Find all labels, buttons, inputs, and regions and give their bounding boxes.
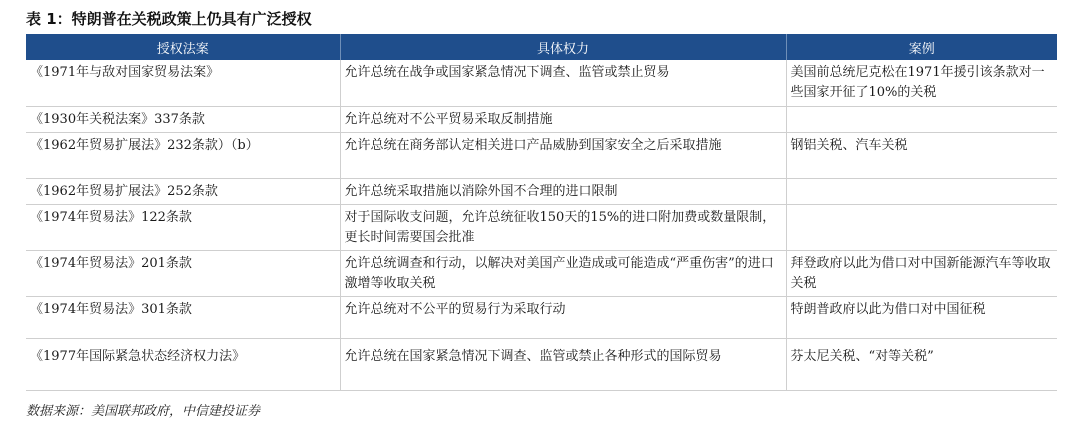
cell-case <box>786 178 1057 204</box>
table-header-row <box>26 34 1057 60</box>
cell-act: 《1962年贸易扩展法》232条款）（b） <box>26 132 340 178</box>
cell-case: 拜登政府以此为借口对中国新能源汽车等收取关税 <box>786 250 1057 296</box>
cell-power: 允许总统对不公平贸易采取反制措施 <box>340 106 786 132</box>
cell-case <box>786 204 1057 250</box>
cell-act: 《1974年贸易法》301条款 <box>26 296 340 338</box>
table-row <box>26 178 1057 204</box>
table-row <box>26 250 1057 296</box>
table-row <box>26 338 1057 390</box>
table-row <box>26 204 1057 250</box>
cell-power: 允许总统调查和行动，以解决对美国产业造成或可能造成“严重伤害”的进口激增等收取关税 <box>340 250 786 296</box>
cell-power: 允许总统在商务部认定相关进口产品威胁到国家安全之后采取措施 <box>340 132 786 178</box>
cell-case <box>786 106 1057 132</box>
cell-act: 《1974年贸易法》122条款 <box>26 204 340 250</box>
cell-case: 钢铝关税、汽车关税 <box>786 132 1057 178</box>
data-source-note: 数据来源：美国联邦政府，中信建投证券 <box>26 404 261 419</box>
cell-act: 《1930年关税法案》337条款 <box>26 106 340 132</box>
table-row <box>26 60 1057 106</box>
header-power: 具体权力 <box>340 34 786 60</box>
cell-act: 《1977年国际紧急状态经济权力法》 <box>26 338 340 390</box>
cell-case: 美国前总统尼克松在1971年援引该条款对一些国家开征了10%的关税 <box>786 60 1057 106</box>
table-row <box>26 296 1057 338</box>
cell-case: 芬太尼关税、“对等关税” <box>786 338 1057 390</box>
cell-case: 特朗普政府以此为借口对中国征税 <box>786 296 1057 338</box>
cell-power: 允许总统对不公平的贸易行为采取行动 <box>340 296 786 338</box>
table-title: 表 1：特朗普在关税政策上仍具有广泛授权 <box>26 10 312 28</box>
cell-act: 《1974年贸易法》201条款 <box>26 250 340 296</box>
cell-power: 对于国际收支问题，允许总统征收150天的15%的进口附加费或数量限制，更长时间需要国会批准 <box>340 204 786 250</box>
cell-act: 《1962年贸易扩展法》252条款 <box>26 178 340 204</box>
header-case: 案例 <box>786 34 1057 60</box>
cell-power: 允许总统采取措施以消除外国不合理的进口限制 <box>340 178 786 204</box>
table-row <box>26 132 1057 178</box>
cell-power: 允许总统在战争或国家紧急情况下调查、监管或禁止贸易 <box>340 60 786 106</box>
cell-power: 允许总统在国家紧急情况下调查、监管或禁止各种形式的国际贸易 <box>340 338 786 390</box>
header-act: 授权法案 <box>26 34 340 60</box>
authorization-table <box>26 34 1057 391</box>
table-row <box>26 106 1057 132</box>
cell-act: 《1971年与敌对国家贸易法案》 <box>26 60 340 106</box>
